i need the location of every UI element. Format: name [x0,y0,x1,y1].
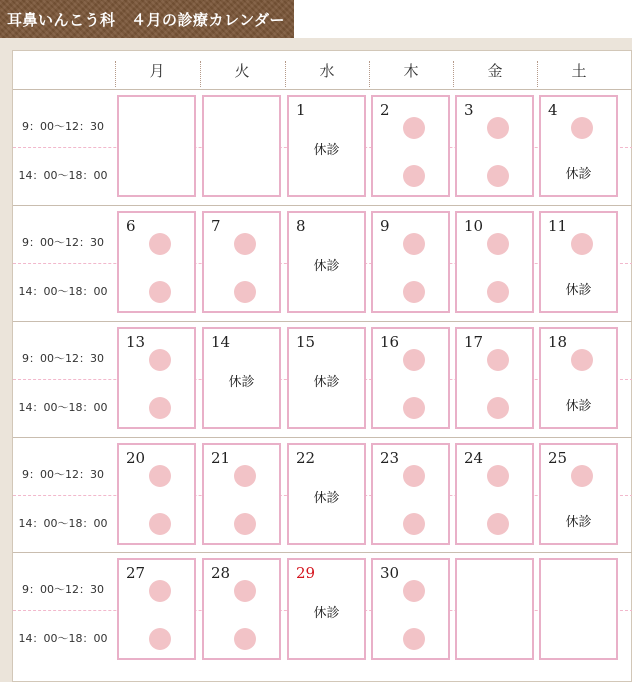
calendar-title: 耳鼻いんこう科 ４月の診療カレンダー [0,0,294,38]
day-cell [117,95,196,197]
time-slot-pm: 14：00～18：00 [18,285,108,298]
open-pm-mark [149,513,171,535]
open-am-mark [234,465,256,487]
week-separator [13,321,632,322]
day-cell [117,211,196,313]
weekday-header [13,51,632,89]
day-cell [371,558,450,660]
day-cell [117,327,196,429]
calendar-frame [0,38,632,682]
time-slot-am: 9：00～12：30 [22,468,104,481]
closed-label: 休診 [565,167,592,182]
time-slot-pm: 14：00～18：00 [18,632,108,645]
open-pm-mark [487,165,509,187]
open-am-mark [149,465,171,487]
open-pm-mark [403,165,425,187]
day-cell [371,211,450,313]
day-cell [202,95,281,197]
open-am-mark [487,465,509,487]
open-am-mark [234,580,256,602]
day-number: 17 [464,333,484,351]
day-number: 22 [296,449,316,467]
day-number: 16 [380,333,400,351]
open-pm-mark [149,397,171,419]
open-pm-mark [149,628,171,650]
day-number: 1 [296,101,306,119]
day-number: 30 [380,564,400,582]
open-am-mark [487,117,509,139]
open-am-mark [571,465,593,487]
open-am-mark [571,349,593,371]
closed-label: 休診 [313,259,340,274]
day-cell [539,211,618,313]
time-slot-pm: 14：00～18：00 [18,517,108,530]
day-number: 29 [296,564,316,582]
day-number: 18 [548,333,568,351]
day-cell [539,95,618,197]
week-separator [13,552,632,553]
open-pm-mark [234,281,256,303]
day-number: 2 [380,101,390,119]
open-am-mark [403,233,425,255]
day-cell [202,211,281,313]
time-slot-am: 9：00～12：30 [22,352,104,365]
day-number: 28 [211,564,231,582]
day-cell [287,327,366,429]
day-cell [287,443,366,545]
closed-label: 休診 [313,491,340,506]
day-cell [539,443,618,545]
open-am-mark [571,233,593,255]
day-cell [455,211,534,313]
closed-label: 休診 [313,375,340,390]
open-pm-mark [403,628,425,650]
weekday-thu: 木 [403,61,419,80]
week-separator [13,437,632,438]
weekday-mon: 月 [149,61,165,80]
column-divider [200,61,201,87]
calendar-table [12,50,632,682]
day-number: 25 [548,449,568,467]
day-number: 9 [380,217,390,235]
day-number: 10 [464,217,484,235]
open-pm-mark [234,628,256,650]
day-number: 13 [126,333,146,351]
open-am-mark [403,465,425,487]
day-cell [202,443,281,545]
day-cell [455,443,534,545]
weekday-sat: 土 [571,61,587,80]
open-pm-mark [487,397,509,419]
column-divider [285,61,286,87]
open-am-mark [149,349,171,371]
open-pm-mark [487,281,509,303]
day-cell [287,558,366,660]
time-slot-pm: 14：00～18：00 [18,169,108,182]
time-slot-pm: 14：00～18：00 [18,401,108,414]
day-cell [455,558,534,660]
day-cell [287,95,366,197]
time-slot-am: 9：00～12：30 [22,583,104,596]
time-slot-am: 9：00～12：30 [22,120,104,133]
day-cell [202,558,281,660]
day-number: 11 [548,217,568,235]
day-number: 4 [548,101,558,119]
day-cell [287,211,366,313]
open-pm-mark [234,513,256,535]
open-am-mark [149,233,171,255]
day-cell [117,443,196,545]
closed-label: 休診 [565,399,592,414]
open-am-mark [487,233,509,255]
weekday-tue: 火 [234,61,250,80]
closed-label: 休診 [313,606,340,621]
week-separator [13,205,632,206]
day-cell [539,558,618,660]
open-am-mark [487,349,509,371]
open-pm-mark [487,513,509,535]
open-am-mark [403,580,425,602]
open-pm-mark [403,513,425,535]
open-am-mark [149,580,171,602]
column-divider [453,61,454,87]
open-am-mark [234,233,256,255]
time-slot-am: 9：00～12：30 [22,236,104,249]
day-cell [371,95,450,197]
day-number: 24 [464,449,484,467]
open-am-mark [571,117,593,139]
open-pm-mark [403,281,425,303]
closed-label: 休診 [565,283,592,298]
weekday-fri: 金 [487,61,503,80]
closed-label: 休診 [228,375,255,390]
column-divider [115,61,116,87]
day-cell [371,327,450,429]
day-number: 23 [380,449,400,467]
weekday-wed: 水 [319,61,335,80]
day-cell [455,95,534,197]
day-cell [371,443,450,545]
closed-label: 休診 [565,515,592,530]
day-cell [539,327,618,429]
day-number: 21 [211,449,231,467]
day-cell [117,558,196,660]
day-number: 8 [296,217,306,235]
open-pm-mark [149,281,171,303]
open-am-mark [403,349,425,371]
day-number: 20 [126,449,146,467]
column-divider [537,61,538,87]
open-pm-mark [403,397,425,419]
open-am-mark [403,117,425,139]
day-number: 3 [464,101,474,119]
closed-label: 休診 [313,143,340,158]
day-cell [202,327,281,429]
week-separator [13,89,632,90]
day-number: 27 [126,564,146,582]
day-number: 7 [211,217,221,235]
column-divider [369,61,370,87]
day-number: 14 [211,333,231,351]
day-number: 6 [126,217,136,235]
day-number: 15 [296,333,316,351]
day-cell [455,327,534,429]
